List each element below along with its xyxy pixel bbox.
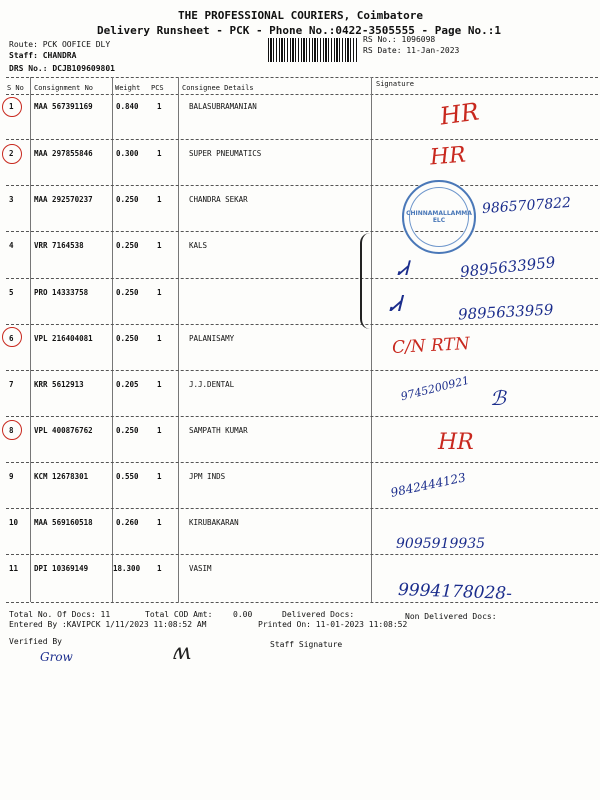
table-row (0, 142, 600, 188)
verified-by: Verified By (9, 637, 62, 646)
signature-row-3: 9865707822 (481, 194, 572, 218)
signature-row-4: 9895633959 (459, 253, 557, 281)
row-sno: 11 (9, 564, 19, 573)
row-consignment: MAA 569160518 (34, 518, 93, 527)
row-consignee: SAMPATH KUMAR (189, 426, 248, 435)
circle-mark (2, 420, 22, 440)
scribble-mark: Ꮧ (398, 256, 409, 280)
row-sno: 7 (9, 380, 14, 389)
signature-row-5: 9895633959 (457, 300, 554, 324)
col-header-weight: Weight (115, 84, 141, 92)
row-sno: 5 (9, 288, 14, 297)
row-weight: 0.250 (116, 241, 139, 250)
row-sno: 8 (9, 426, 14, 435)
row-weight: 0.250 (116, 195, 139, 204)
row-consignee: BALASUBRAMANIAN (189, 102, 257, 111)
row-separator (6, 416, 598, 417)
row-sno: 4 (9, 241, 14, 250)
row-separator (6, 508, 598, 509)
row-weight: 0.250 (116, 334, 139, 343)
col-header-consignee: Consignee Details (182, 84, 254, 92)
table-row (0, 373, 600, 419)
signature-row-11: 9994178028- (397, 580, 513, 604)
row-separator (6, 324, 598, 325)
table-row (0, 511, 600, 557)
delivered-docs: Delivered Docs: (282, 610, 355, 619)
row-pcs: 1 (157, 334, 162, 343)
drs-number: DRS No.: DCJB109609801 (9, 64, 115, 73)
row-pcs: 1 (157, 195, 162, 204)
col-header-sno: S No (7, 84, 24, 92)
row-consignee: KIRUBAKARAN (189, 518, 239, 527)
total-cod-label: Total COD Amt: (145, 610, 213, 619)
row-consignee: SUPER PNEUMATICS (189, 149, 262, 158)
row-pcs: 1 (157, 149, 162, 158)
signature-row-2: HR (428, 142, 467, 171)
signature-row-7: 9745200921 (399, 373, 471, 404)
col-header-signature: Signature (376, 80, 414, 88)
row-sno: 3 (9, 195, 14, 204)
signature-row-1: HR (438, 97, 481, 131)
row-weight: 0.260 (116, 518, 139, 527)
signature-row-6: C/N RTN (391, 333, 471, 359)
row-consignee: PALANISAMY (189, 334, 235, 343)
row-weight: 0.250 (116, 288, 139, 297)
row-consignee: J.J.DENTAL (189, 380, 235, 389)
row-pcs: 1 (157, 241, 162, 250)
row-sno: 2 (9, 149, 14, 158)
row-separator (6, 278, 598, 279)
row-sno: 9 (9, 472, 14, 481)
row-consignment: VPL 216404081 (34, 334, 93, 343)
signature-row-8: HR (438, 430, 474, 455)
row-weight: 0.205 (116, 380, 139, 389)
table-row (0, 419, 600, 465)
rs-number: RS No.: 1096098 (363, 35, 436, 44)
row-consignment: VPL 400876762 (34, 426, 93, 435)
row-separator (6, 139, 598, 140)
row-weight: 0.300 (116, 149, 139, 158)
row-consignee: KALS (189, 241, 208, 250)
row-pcs: 1 (157, 288, 162, 297)
staff-signature-label: Staff Signature (270, 640, 343, 649)
header-top-rule (6, 77, 598, 78)
row-consignment: MAA 292570237 (34, 195, 93, 204)
stamp-seal (402, 180, 476, 254)
circle-mark (2, 327, 22, 347)
table-row (0, 96, 600, 142)
row-consignment: MAA 297855846 (34, 149, 93, 158)
total-docs: Total No. Of Docs: 11 (9, 610, 111, 619)
row-sno: 6 (9, 334, 14, 343)
row-consignment: PRO 14333758 (34, 288, 89, 297)
route-label: Route: PCK OOFICE DLY (9, 40, 111, 49)
circle-mark (2, 97, 22, 117)
col-header-consignment: Consignment No (34, 84, 94, 92)
printed-on: Printed On: 11-01-2023 11:08:52 (258, 620, 408, 629)
verifier-signature: Grow (40, 650, 73, 664)
signature-row-9: 9842444123 (389, 470, 467, 500)
row-separator (6, 231, 598, 232)
header-bottom-rule (6, 94, 598, 95)
row-separator (6, 185, 598, 186)
row-weight: 0.250 (116, 426, 139, 435)
row-consignment: VRR 7164538 (34, 241, 84, 250)
staff-label: Staff: CHANDRA (9, 51, 77, 60)
row-pcs: 1 (157, 380, 162, 389)
brace-mark (360, 233, 382, 329)
row-pcs: 1 (157, 426, 162, 435)
non-delivered-docs: Non Delivered Docs: (405, 612, 497, 621)
row-consignee: JPM INDS (189, 472, 226, 481)
circle-mark (2, 144, 22, 164)
row-separator (6, 370, 598, 371)
entered-by: Entered By :KAVIPCK 1/11/2023 11:08:52 AM (9, 620, 207, 629)
row-sno: 1 (9, 102, 14, 111)
table-row (0, 327, 600, 373)
row-consignment: MAA 567391169 (34, 102, 93, 111)
row-consignee: CHANDRA SEKAR (189, 195, 248, 204)
row-pcs: 1 (157, 518, 162, 527)
row-weight: 0.550 (116, 472, 139, 481)
row-pcs: 1 (157, 564, 162, 573)
stamp-text: CHINNAMALLAMMA ELC (406, 210, 472, 224)
scribble-mark: ℬ (490, 386, 506, 410)
row-pcs: 1 (157, 472, 162, 481)
barcode (268, 38, 358, 62)
signature-row-10: 9095919935 (396, 536, 486, 552)
row-consignment: KCM 12678301 (34, 472, 89, 481)
rs-date: RS Date: 11-Jan-2023 (363, 46, 460, 55)
runsheet-subtitle: Delivery Runsheet - PCK - Phone No.:0422-3505555 - Page No.:1 (97, 24, 501, 37)
staff-signature-mark: ʍ (172, 640, 191, 665)
row-pcs: 1 (157, 102, 162, 111)
scribble-mark: Ꮧ (390, 292, 402, 317)
row-separator (6, 462, 598, 463)
row-sno: 10 (9, 518, 19, 527)
row-separator (6, 554, 598, 555)
row-consignment: DPI 10369149 (34, 564, 89, 573)
row-weight: 0.840 (116, 102, 139, 111)
table-row (0, 465, 600, 511)
company-title: THE PROFESSIONAL COURIERS, Coimbatore (178, 9, 424, 22)
row-weight: 18.300 (113, 564, 141, 573)
col-header-pcs: PCS (151, 84, 164, 92)
row-consignment: KRR 5612913 (34, 380, 84, 389)
total-cod-value: 0.00 (233, 610, 253, 619)
row-consignee: VASIM (189, 564, 212, 573)
